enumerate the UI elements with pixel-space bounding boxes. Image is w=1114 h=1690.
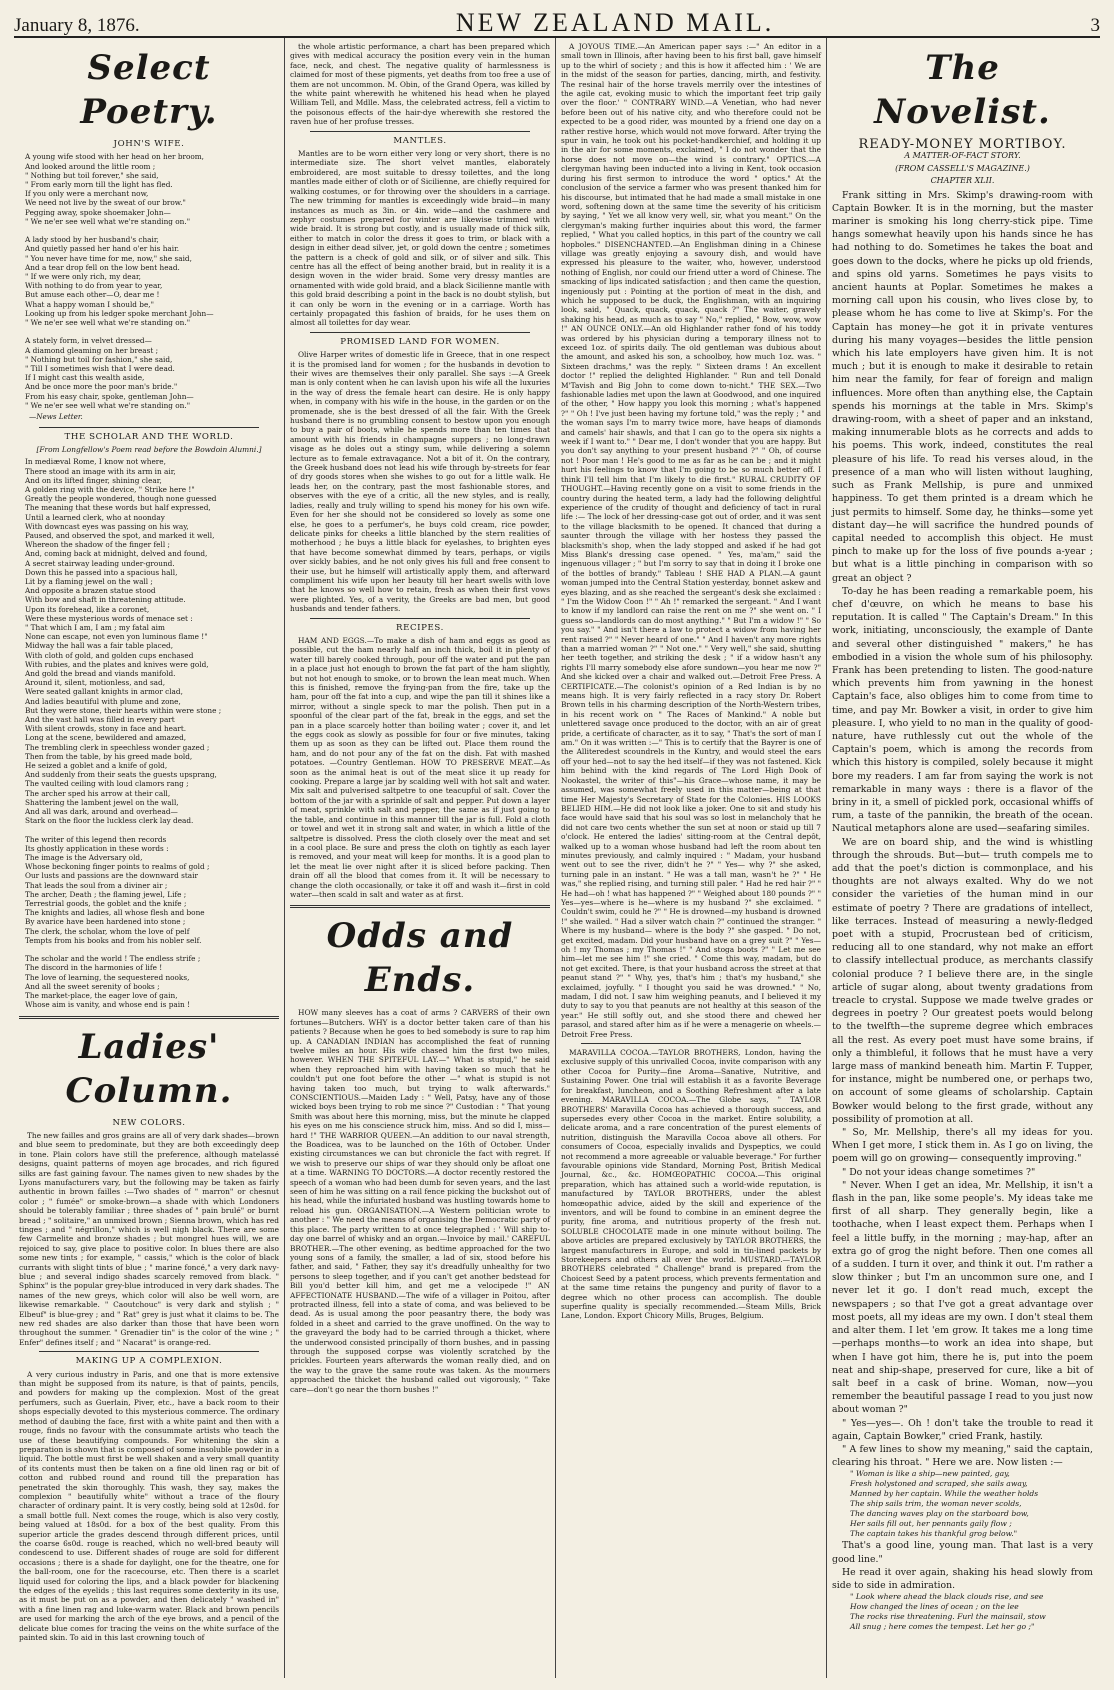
column-1 xyxy=(14,38,285,1678)
divider xyxy=(39,1351,259,1352)
column-3 xyxy=(556,38,827,1678)
article-body: Olive Harper writes of domestic life in Greece, that in one respect it is the promised land for women ; for the husbands in devotion to their wives are themselves their only parallel. She says :—A Greek man is only content when he can lavish upon his wife all the luxuries in the way of dress the female heart can desire. He is only happy when, in company with his wife in the house, in the garden or on the promenade, she is the best dressed of all the fair. With the Greek husband there is no grumbling consent to bestow upon you enough to buy a pair of boots, while he spends more than ten times that amount with his friends in champagne suppers ; no long-drawn visage as he doles out a stingy sum, while delivering a solemn lecture as to female extravagance. Not a bit of it. On the contrary, the Greek husband does not lead his wife through by-streets for fear of dry goods stores when she wishes to go out for a little walk. He leads her, on the contrary, past the most fashionable stores, and observes with the eye of a critic, all the new styles, and is really, ladies, really and truly willing to spend his money for his own wife. Even for her she should not be considered so lovely as some one else, he goes to a perfumer's, he buys cold cream, rice powder, delicate pinks for cheeks a little blanched by the stern realities of motherhood ; he buys a little black for eyelashes, to brighten eyes that have become somewhat dimmed by tears, perhaps, or vigils over sickly babies, and he not only gives his full and free consent to their use, but he himself will artistically apply them, and afterward compliment his wife upon her beauty till her heart swells with love that he knows so well how to retain, fresh as when their first vows were plighted. Yes, of a verity, the Greeks are bad men, but good husbands and tender fathers. xyxy=(290,350,550,614)
story-paragraph: " Do not your ideas change sometimes ?" xyxy=(842,1166,1036,1178)
article-body: A very curious industry in Paris, and one that is more extensive than might be supposed from its nature, is that of paints, pencils, and powders for making up the complexion. Most of the great perfumers, such as Guerlain, Piver, etc., have a back room to their shops especially devoted to this mysterious commerce. The ordinary method of daubing the face, first with a white paint and then with a rouge, finds no favour with the consummate artists who teach the use of these beautifying compounds. For whitening the skin a preparation is shown that is composed of some insoluble powder in a liquid. The bottle must first be well shaken and a very small quantity of its contents must then be taken on a fine old linen rag or bit of cotton and rubbed round and round till the preparation has penetrated the skin thoroughly. This wash, they say, makes the complexion " beautifully white" without a trace of the floury character of ordinary paint. It is very costly, being sold at 12s0d. for a small bottle full. Next comes the rouge, which is also very costly, being valued at 18s0d. for a box of the best quality. From this superior article the grades descend through different prices, until the coarse 6s0d. rouge is reached, which no well-bred beauty will condescend to use. Different shades of rouge are sold for different occasions ; there is a shade for daylight, one for the theatre, one for the ball-room, one for the racecourse, etc. Then there is a scarlet liquid used for coloring the lips, and a black powder for blackening the edges of the eyelids ; this last requires some dexterity in its use, as it must be put on as a powder, and then delicately " washed in" with a fine linen rag and luke-warm water. Black and brown pencils are used for marking the arch of the eye brows, and a pencil of the delicate blue comes for tracing the veins on the white surface of the painted skin. To aid in this last crowning touch of xyxy=(19,1369,279,1643)
story-paragraph: That's a good line, young man. That last is a very good line." xyxy=(832,1540,1093,1565)
story-title: READY-MONEY MORTIBOY. xyxy=(858,137,1067,152)
article-body: The new failles and gros grains are all of very dark shades—brown and blue seem to predominate, but they are both exceedingly deep in tone. Plain colors have still the preference, although matelassé designs, quaint patterns of moyen age brocades, and rich figured silks are fast gaining favour. The names given to new shades by the Lyons manufacturers vary, but the following may be taken as fairly authentic in brown failles :—Two shades of " marron" or chesnut color ; " fumée" or smoke-brown—a shade with which Londoners should be tolerably familiar ; three shades of " pain brulé" or burnt bread ; " solitaire," an unmixed brown ; Sienna brown, which has red tinges ; and " négrillon," which is well nigh black. There are some few Carmelite and bronze shades ; but mongrel hues will, we are rejoiced to say, give place to positive color. In blues there are also some new tints ; for example, " cassis," which is the color of black currants with slight tints of blue ; " marine foncé," a very dark navy-blue ; and several indigo shades scarcely removed from black. " Sphinx" is the popular grey-blue introduced in very dark shades. The names of the new greys, which color will also be well worn, are likewise remarkable. " Caoutchouc" is very dark and stylish ; " Elbeuf" is blue-grey ; and " Rat" grey is just what it claims to be. The new red shades are also darker than those that have been worn throughout the summer. " Grenadier tin" is the color of the wine ; " Enfer" defines itself ; and " Nacarat" is orange-red. xyxy=(19,1130,279,1347)
article-title: NEW COLORS. xyxy=(112,1117,186,1128)
story-verse: " Look where ahead the black clouds rise, and see How changed the lines of ocean ; on the lee The rocks rise threatening. Furl the mainsail, stow All snug ; here comes the tempest. Let her go ;" xyxy=(850,1592,1046,1632)
story-subtitle: A MATTER-OF-FACT STORY. xyxy=(904,151,1021,161)
poem-text: In mediæval Rome, I know not where, There stood an image with its arm in air, And on its lifted finger, shining clear, A golden ring with the device, " Strike here !" Greatly the people wondered, though none guessed The meaning that these words but half expressed, Until a learned clerk, who at noonday With downcast eyes was passing on his way, Paused, and observed the spot, and marked it well, Whereon the shadow of the finger fell ; And, coming back at midnight, delved and found, A secret stairway leading under-ground. Down this he passed into a spacious hall, Lit by a flaming jewel on the wall ; And opposite a brazen statue stood With bow and shaft in threatening attitude. Upon its forehead, like a coronet, Were these mysterious words of menace set : " That which I am, I am ; my fatal aim None can escape, not even yon luminous flame !" Midway the hall was a fair table placed, With cloth of gold, and golden cups enchased With rubies, and the plates and knives were gold, And gold the bread and viands manifold. Around it, silent, motionless, and sad, Were seated gallant knights in armor clad, And ladies beautiful with plume and zone, But they were stone, their hearts within were stone ; And the vast hall was filled in every part With silent crowds, stony in face and heart. Long at the scene, bewildered and amazed, The trembling clerk in speechless wonder gazed ; Then from the table, by his greed made bold, He seized a goblet and a knife of gold, And suddenly from their seats the guests upsprang, The vaulted ceiling with loud clamors rang ; The archer sped his arrow at their call, Shattering the lambent jewel on the wall, And all was dark, around and overhead— Stark on the floor the luckless clerk lay dead. The writer of this legend then records Its ghostly application in these words : The image is the Adversary old, Whose beckoning finger points to realms of gold ; Our lusts and passions are the downward stair That leads the soul from a diviner air ; The archer, Death ; the flaming jewel, Life ; Terrestrial goods, the goblet and the knife ; The knights and ladies, all whose flesh and bone By avarice have been hardened into stone ; The clerk, the scholar, whom the love of pelf Tempts from his books and from his nobler self. The scholar and the world ! The endless strife ; The discord in the harmonies of life ! The love of learning, the sequestered nooks, And all the sweet serenity of books ; The market-place, the eager love of gain, Whose aim is vanity, and whose end is pain ! xyxy=(25,457,222,1010)
poem-subtitle: [From Longfellow's Poem read before the Bowdoin Alumni.] xyxy=(36,444,262,454)
column-2 xyxy=(285,38,556,1678)
newspaper-title: NEW ZEALAND MAIL. xyxy=(455,8,775,37)
divider xyxy=(310,332,530,333)
story-paragraph: " Never. When I get an idea, Mr. Mellship, it isn't a flash in the pan, like some people's. My ideas take me first of all sharp. They generally begin, like a toothache, when I least expect them. Perhaps when I feel a little buffy, in the morning ; may-hap, after an extra go of grog the night before. Then one comes all of a sudden. I turn it over, and think it out. I'm rather a slow thinker ; but I'm an uncommon sure one, and I never let it go. I don't read much, except the newspapers ; so that I've got a great advantage over most poets, all my ideas are my own. I don't steal them and alter them. I let 'em grow. It takes me a long time—perhaps months—to work an idea into shape, but when I have got him, there he is, put into the poem neat and ship-shape, preserved for cure, like a bit of salt beef in a cask of brine. Woman, now—you remember the beautiful passage I read to you just now about woman ?" xyxy=(832,1179,1093,1416)
section-heading-odds-and-ends: Odds and Ends. xyxy=(326,916,514,1001)
article-body: Mantles are to be worn either very long or very short, there is no intermediate size. The short velvet mantles, elaborately embroidered, are most suitable to dressy toilettes, and the long mantles made either of cloth or of Sicilienne, are chiefly required for walking costumes, or for throwing over the shoulders in a carriage. The new trimming for mantles is exceedingly wide braid—in many instances as much as 3in. or 4in. wide—and the cashmere and zephyr costumes prepared for winter are likewise trimmed with wide braid. It is strong but costly, and is usually made of thick silk, either to match in color the dress it goes to trim, or black with a design in either dead silver, jet, or gold down the centre ; sometimes the pattern is a check of gold and silk, or of silver and silk. This centre has all the effect of being another braid, but in reality it is a design woven in the wider braid. Some very dressy mantles are ornamented with wide gold braid, and a black Sicilienne mantle with this gold braid describing a point in the back is no doubt stylish, but it can only be worn in the evening or in a carriage. Worth has certainly propagated this fashion of braids, for he uses them on almost all toilettes for day wear. xyxy=(290,149,550,328)
columns xyxy=(14,38,1100,1678)
poem-title: THE SCHOLAR AND THE WORLD. xyxy=(64,431,234,442)
poem-title: JOHN'S WIFE. xyxy=(113,139,185,149)
divider xyxy=(581,1043,801,1044)
divider xyxy=(39,427,259,428)
article-title: PROMISED LAND FOR WOMEN. xyxy=(340,336,500,347)
article-body: the whole artistic performance, a chart has been prepared which gives with medical accuracy the position every vein in the human face, neck, and chest. The negative quality of harmlessness is claimed for most of these pigments, yet deaths from too free a use of them are not uncommon. M. Obin, of the Grand Opera, was killed by the white paint wherewith he whitened his head when he played William Tell, and Mdlle. Mass, the celebrated actress, fell a victim to the poisonous effects of the hair-dye wherewith she restored the raven hue of her profuse tresses. xyxy=(290,42,550,127)
divider xyxy=(290,905,550,908)
column-4 xyxy=(827,38,1098,1678)
poem-text: A young wife stood with her head on her broom, And looked around the little room ; " Nothing but toil forever," she said, " From early morn till the light has fled. If you only were a merchant now, We need not live by the sweat of our brow." Pegging away, spoke shoemaker John— " We ne'er see well what we're standing on." A lady stood by her husband's chair, And quietly passed her hand o'er his hair. " You never have time for me, now," she said, And a tear drop fell on the low bent head. " If we were only rich, my dear, With nothing to do from year to year, But amuse each other—O, dear me ! What a happy woman I should be," Looking up from his ledger spoke merchant John— " We ne'er see well what we're standing on." A stately form, in velvet dressed— A diamond gleaming on her breast ; " Nothing but toil for fashion," she said, " Till I sometimes wish that I were dead. If I might cast this wealth aside, And be once more the poor man's bride." From his easy chair, spoke, gentleman John— " We ne'er see well what we're standing on." xyxy=(25,152,214,410)
issue-date: January 8, 1876. xyxy=(14,15,140,36)
article-title: RECIPES. xyxy=(396,622,444,633)
story-paragraph: Frank sitting in Mrs. Skimp's drawing-room with Captain Bowker. It is in the morning, but the master mariner is smoking his long cherry-stick pipe. Time hangs somewhat heavily upon his hands since he has had nothing to do. Sometimes he takes the boat and goes down to the docks, where he picks up old friends, and spins old yarns. Sometimes he pays visits to ancient haunts at Poplar. Sometimes he makes a morning call upon his cousin, who lives close by, to please whom he has come to live at Skimp's. For the Captain has money—he got it in private ventures during his many voyages—besides the little pension which his late employers have given him. It is not much ; but it is enough to make it desirable to retain him near the family, for fear of foreign and malign influences. More often than anything else, the Captain spends his mornings at the table in Mrs. Skimp's drawing-room, with a sheet of paper and an inkstand, making innumerable blots as he corrects and adds to his poems. This work, indeed, constitutes the real pleasure of his life. To read his verses aloud, in the presence of a man who will listen without laughing, such as Frank Mellship, is pure and unmixed happiness. To get them printed is a dream which he just permits to himself. Some day, he thinks—some yet distant day—he will sacrifice the hundred pounds of capital needed to accomplish this object. He must pinch to make up for the loss of five pounds a-year ; but what is a little pinching in comparison with so great an object ? xyxy=(832,189,1093,584)
article-body: HAM AND EGGS.—To make a dish of ham and eggs as good as possible, cut the ham nearly half an inch thick, boil it in plenty of water till barely cooked through, pour off the water and put the pan in a place just hot enough to brown the fat part of the ham slightly, but not hot enough to smoke, or to brown the lean meat much. When this is finished, remove the frying-pan from the fire, take up the ham, pour off the fat into a cup, and wipe the pan till it shines like a mirror, without a single speck to mar the polish. Then put in a spoonful of the clear part of the fat, break in the eggs, and set the pan in a place scarcely hotter than boiling water ; cover it, and let the eggs cook as slowly as possible for four or five minutes, taking them up as soon as they can be lifted out. Place them round the ham, and do not pour any of the fat on the dish. Fat with mashed potatoes. —Country Gentleman. HOW TO PRESERVE MEAT.—As soon as the animal heat is out of the meat slice it up ready for cooking. Prepare a large jar by scalding well with hot salt and water. Mix salt and pulverised saltpetre to one teacupful of salt. Cover the bottom of the jar with a sprinkle of salt and pepper. Put down a layer of meat, sprinkle with salt and pepper, the same as if just going to the table, and continue in this manner till the jar is full. Fold a cloth or towel and wet it in strong salt and water, in which a little of the saltpetre is dissolved. Press the cloth closely over the meat and set in a cool place. Be sure and press the cloth on tightly as each layer is removed, and your meat will keep for months. It is a good plan to let the meat lie over night after it is sliced before packing. Then drain off all the blood that comes from it. It will be necessary to change the cloth occasionally, or take it off and wash it—first in cold water—then scald in salt and water as at first. xyxy=(290,635,550,899)
story-paragraph: To-day he has been reading a remarkable poem, his chef d'œuvre, on which he means to base his reputation. It is called " The Captain's Dream." In this work, initiating, unconsciously, the example of Dante and several other distinguished " makers," he has embodied in a vision the whole sum of his philosophy. Frank has been pretending to listen. The good-nature which prevents him from yawning in the honest Captain's face, also obliges him to come from time to time, and pay Mr. Bowker a visit, in order to give him pleasure. I, who yield to no man in the quality of good-nature, have ruthlessly cut out the whole of the Captain's poem, which is among the records from which this history is compiled, solely because it might bore my readers. I am far from saying the work is not remarkable in many ways : there is a flavor of the briny in it, a smell of pickled pork, occasional whiffs of rum, a taste of the pannikin, the breath of the ocean. Nautical metaphors alone are used—seafaring similes. xyxy=(832,585,1093,835)
divider xyxy=(310,618,530,619)
story-paragraph: " A few lines to show my meaning," said the captain, clearing his throat. " Here we are. Now listen :— xyxy=(832,1443,1093,1469)
story-paragraph: We are on board ship, and the wind is whistling through the shrouds. But—but— truth compels me to add that the poet's diction is commonplace, and his thoughts are not always exalted. Why do we not consider the varieties of the human mind in our estimate of poetry ? There are gradations of intellect, like terraces. Instead of measuring a newly-fledged poet with a stupid, Procrustean bed of criticism, reducing all to one standard, why not make an effort to classify intellectual produce, as merchants classify colonial produce ? I believe there are, in the single article of sugar along, about twenty gradations from treacle to crystal. Suppose we made twelve grades or degrees in poetry ? Our greatest poets would belong to the twelfth—the supreme degree which embraces all the rest. As every poet must have some brains, if only a thimbleful, it follows that he must have a very large mass of mankind beneath him. Martin F. Tupper, for instance, might be numbered one, or perhaps two, on account of some gleams of scholarship. Captain Bowker would belong to the first grade, without any possibility of promotion at all. xyxy=(832,836,1093,1125)
divider xyxy=(19,1016,279,1019)
story-verse: " Woman is like a ship—new painted, gay, Fresh holystoned and scraped, she sails away, Manned by her captain. While the weather holds The ship sails trim, the woman never scolds, The dancing waves play on the starboard bow, Her sails fill out, her pennants gaily flow ; The captain takes his thankful grog below." xyxy=(850,1469,1039,1539)
page-number: 3 xyxy=(1090,15,1100,36)
section-heading-the-novelist: The Novelist. xyxy=(874,48,1051,132)
article-title: MANTLES. xyxy=(393,135,447,146)
article-title: MAKING UP A COMPLEXION. xyxy=(75,1356,223,1367)
story-paragraph: " Yes—yes—. Oh ! don't take the trouble to read it again, Captain Bowker," cried Frank, hastily. xyxy=(832,1417,1093,1442)
poem-source: —News Letter. xyxy=(29,412,83,422)
section-heading-select-poetry: Select Poetry. xyxy=(80,48,218,132)
story-paragraph: " So, Mr. Mellship, there's all my ideas for you. When I get more, I stick them in. As I go on living, the poem will go on growing— consequently improving." xyxy=(832,1127,1093,1165)
divider xyxy=(310,131,530,132)
chapter-heading: CHAPTER XLII. xyxy=(930,176,995,186)
masthead xyxy=(14,8,1100,38)
article-body: HOW many sleeves has a coat of arms ? CARVERS of their own fortunes—Butchers. WHY is a doctor better taken care of than his patients ? Because when he goes to bed somebody is sure to rap him up. A CANADIAN INDIAN has accomplished the feat of running twelve miles an hour. His wife chased him the first two miles, however. WHEN THE SPITEFUL LAY.—" What is stupid," he said when they reproached him with having taken so much that he couldn't put one foot before the other —" what is stupid is not having taken too much, but trying to walk afterwards." CONSCIENTIOUS.—Maiden Lady : " Well, Patsy, have any of those wicked boys been trying to rob me since ?" Custodian : " That young Smith was about here this morning, miss, but the minute he clapped his eyes on me his conscience struck him, miss. And so did I, miss—hard !" THE WARRIOR QUEEN.—An addition to our naval strength, the Boadicea, was to be launched on the 16th of October. Under existing circumstances we can but chronicle the fact with regret. If we wish to preserve our ships of war they should only be afloat one at a time. WARNING TO DOCTORS.—A doctor recently restored the speech of a woman who had been dumb for seven years, and the last seen of him he was sitting on a rail fence picking the buckshot out of his head, while the infuriated husband was hustling towards home to reload his gun. ORGANISATION.—A Western politician wrote to another : " We need the means of organising the Democratic party of this place. The party written to at once telegraphed : ' Will ship to-day one barrel of whisky and an organ.—Invoice by mail.' CAREFUL BROTHER.—The other evening, as bedtime approached for the two young sons of a family, the smaller, a lad of six, stood before his father, and said, " Father, they say it's dreadfully unhealthy for two persons to sleep together, and if you can't get another bedstead for Bill you'd better kill him, and get me a velocipede !" AN AFFECTIONATE HUSBAND.—The wife of a villager in Poitou, after protracted illness, fell into a state of coma, and was believed to be dead. As is usual among the poor peasantry there, the body was folded in a sheet and carried to the grave unoffined. On the way to the graveyard the body had to be carried through a thicket, where the underwood consisted principally of thorn bushes, and in passing through the supposed corpse was violently scratched by the prickles. Fourteen years afterwards the woman really died, and on the way to the grave the same route was taken. As the mourners approached the thicket the husband called out vigorously, " Take care—don't go near the thorn bushes !" xyxy=(290,1008,550,1394)
article-body: A JOYOUS TIME.—An American paper says :—" An editor in a small town in Illinois, after having been to his first ball, gave himself up to the whirl of society ; and this is how it affected him : ' We are in the midst of the season for parties, dancing, mirth, and festivity. The resinal hair of the horse travels merrily over the intestines of the agile cat, evoking music to which the important feet trip gaily over the floor.' " CONTRARY WIND.—A Venetian, who had never before been out of his native city, and who therefore could not be expected to be a good rider, was mounted by a friend one day on a rather restive horse, which would not move forward. After trying the spur in vain, he took out his pocket-handkerchief, and holding it up in the air for some moments, exclaimed, " I do not wonder that the horse does not move on—the wind is contrary." OPTICS.—A clergyman having been inducted into a living in Kent, took occasion during his first sermon to introduce the word " optics." At the conclusion of the service a farmer who was present thanked him for his discourse, but intimated that he had made a small mistake in one word, softening down at the same time the severity of his criticism by saying, " Yet we all know very well, sir, what you meant." On the clergyman's making further inquiries about this word, the farmer replied, " What you called hoptics, in this part of the country we call hopboles." DISENCHANTED.—An Englishman dining in a Chinese village was greatly enjoying a savoury dish, and would have expressed his pleasure to the waiter, who, however, understood nothing of English, nor could our friend utter a word of Chinese. The smacking of lips indicated satisfaction ; and then came the question, ingeniously put : Pointing at the portion of meat in the dish, and which he supposed to be duck, the Englishman, with an inquiring look, said, " Quack, quack, quack, quack ?" The waiter, gravely shaking his head, as much as to say " No," replied, " Bow, wow, wow !" AN OUNCE ONLY.—An old Highlander rather fond of his toddy was ordered by his physician during a temporary illness not to exceed 1oz. of spirits daily. The old gentleman was dubious about the amount, and asked his son, a schoolboy, how much 1oz. was. " Sixteen drachms," was the reply. " Sixteen drams ! An excellent doctor !" replied the delighted Highlander. " Run and tell Donald M'Tavish and Big John to come down to-nicht." THE SEX.—Two fashionable ladies met upon the lawn at Goodwood, and one inquired of the other, " How happy you look this morning ; what's happened ?" " Oh ! I've just been having my fortune told," was the reply ; " and the woman says I'm to marry twice more, have heaps of diamonds and camels' hair shawls, and that I can go to the opera six nights a week if I want to." " Dear me, I don't wonder that you are happy. But you don't say anything to your present husband ?" " Oh, of course not ! Poor man ! He's good to me as far as he can be ; and it might hurt his feelings to know that I'm going to be so much better off. I think I'll tell him that I'm likely to die first." RURAL CRUDITY OF THOUGHT.—Having recently gone on a visit to some friends in the country during the heated term, a lady had the following delightful experience of the crudity of thought and deficiency of tact in rural life :— The lock of her dressing-case got out of order, and it was sent to the village blacksmith to be opened. It chanced that during a saunter through the village with her hostess they passed the blacksmith's shop, when the lady stopped and asked if he had got Miss Blank's dressing case opened. " Yes, ma'am," said the ingenuous villager ; " but I'm sorry to say that in doing it I broke one of the bottles of brandy." Tableau ! SHE HAD A PLAN.—A gaunt woman jumped into the Central Station yesterday, bonnet askew and eyes blazing, and as she reached the sergeant's desk she exclaimed : " I'm the Widow Coon !" " Ah !" remarked the sergeant. " And I want to know if my landlord can raise the rent on me ?" she went on. " I guess so—landlords can do most anything." " But I'm a widow !" " So you say." " And isn't there a law to protect a widow from having her rent raised ?" " Never heard of one." " And I haven't any more rights than a married woman ?" " Not one." " Very well," she said, shutting her teeth together, and striking the desk ; " if a widow hasn't any rights I'll marry somebody else afore sundown—you hear me now ?" And she kicked over a chair and walked out.—Detroit Free Press. A CERTIFICATE.—The colonist's opinion of a Red Indian is by no means high. It is very fairly reflected in a racy story Dr. Robert Brown tells in his charming description of the North-Western tribes, in his recent work on " The Races of Mankind." A noble but unlettered savage once produced to the doctor, with an air of great pride, a certificate of character, as it to say, " That's the sort of man I am." On it was written :—" This is to certify that the Bayrer is one of the Alliteredest scoundrels in the Kuntry, and would steel the ears off your hed—not to say the hed itself—if they was not fastened. Kick him behind with the kind regards of The Lord High Dook of Nookastel, the writer of this"—his Grace—whose name, it may be assumed, was somewhat freely used in this matter—being at that time Her Majesty's Secretary of State for the Colonies. HIS LOOKS BELIED HIM.—He did not look like a joker. One to sit and study his face would have said that his soul was so lost in melancholy that he did not care two cents whether the sun set at noon or staid up till 7 o'clock. He entered the ladies' sitting-room at the Central depôt, walked up to a woman whose husband had left the room about ten minutes previously, and calmly inquired : " Madam, your husband went out to see the river, didn't he ?" " Yes— why ?" she asked, turning pale in an instant. " He was a tall man, wasn't he ?" " He was," she replied rising, and turning still paler. " Had he red hair ?" " He had—oh ! what has happened ?" " Weighed about 180 pounds ?" " Yes—yes—where is he—where is my husband ?" she exclaimed. " Couldn't swim, could he ?" " He is drowned—my husband is drowned !" she wailed. " Had a silver watch chain ?" continued the stranger. " Where is my husband— where is the body ?" she gasped. " Do not, get excited, madam. Did your husband have on a grey suit ?" " Yes—oh ! my Thomas ; my Thomas !" " And stoga boots ?" " Let me see him—let me see him !" she cried. " Come this way, madam, but do not get excited. There, is that your husband across the street at that peanut stand ?" " Why, yes, that's him ; that's my husband," she exclaimed, joyfully. " I thought you said he was drowned." " No, madam, I did not. I saw him weighing peanuts, and I believed it my duty to say to you that peanuts are not healthy at this season of the year." He still softly out, and she stood there and chewed her parasol, and stared after him as if he were a menagerie on wheels.—Detroit Free Press. xyxy=(561,42,821,1039)
story-paragraph: He read it over again, shaking his head slowly from side to side in admiration. xyxy=(832,1566,1093,1591)
story-source: (FROM CASSELL'S MAGAZINE.) xyxy=(895,163,1030,173)
section-heading-ladies-column: Ladies' Column. xyxy=(65,1026,233,1111)
advertisement: MARAVILLA COCOA.—TAYLOR BROTHERS, London, having the exclusive supply of this unrivalled Cocoa, invite comparison with any other Cocoa for Purity—fine Aroma—Sanative, Nutritive, and Sustaining Power. One trial will establish it as a favorite Beverage for breakfast, luncheon, and a Soothing Refreshment after a late evening. MARAVILLA COCOA.—The Globe says, " TAYLOR BROTHERS' Maravilla Cocoa has achieved a thorough success, and supersedes every other Cocoa in the market. Entire solubility, a delicate aroma, and a rare concentration of the purest elements of nutrition, distinguish the Maravilla Cocoa above all others. For consumers of Cocoa, especially invalids and Dyspeptics, we could not recommend a more agreeable or valuable beverage." For further favourable opinions vide Standard, Morning Post, British Medical Journal, &c., &c. HOMŒOPATHIC COCOA.—This original preparation, which has attained such a world-wide reputation, is manufactured by TAYLOR BROTHERS, under the ablest homœopathic advice, aided by the skill and experience of the inventors, and will be found to combine in an eminent degree the purity, fine aroma, and nutritious property of the fresh nut. SOLUBLE CHOCOLATE made in one minute without boiling. The above articles are prepared exclusively by TAYLOR BROTHERS, the largest manufacturers in Europe, and sold in tin-lined packets by Storekeepers and others all over the world. MUSTARD.—TAYLOR BROTHERS celebrated " Challenge" brand is prepared from the Choicest Seed by a patent process, which prevents fermentation and at the same time retains the pungency and purity of flavor to a degree which no other process can accomplish. The double superfine quality is specially recommended.—Steam Mills, Brick Lane, London. Export Chicory Mills, Bruges, Belgium. xyxy=(561,1048,821,1321)
